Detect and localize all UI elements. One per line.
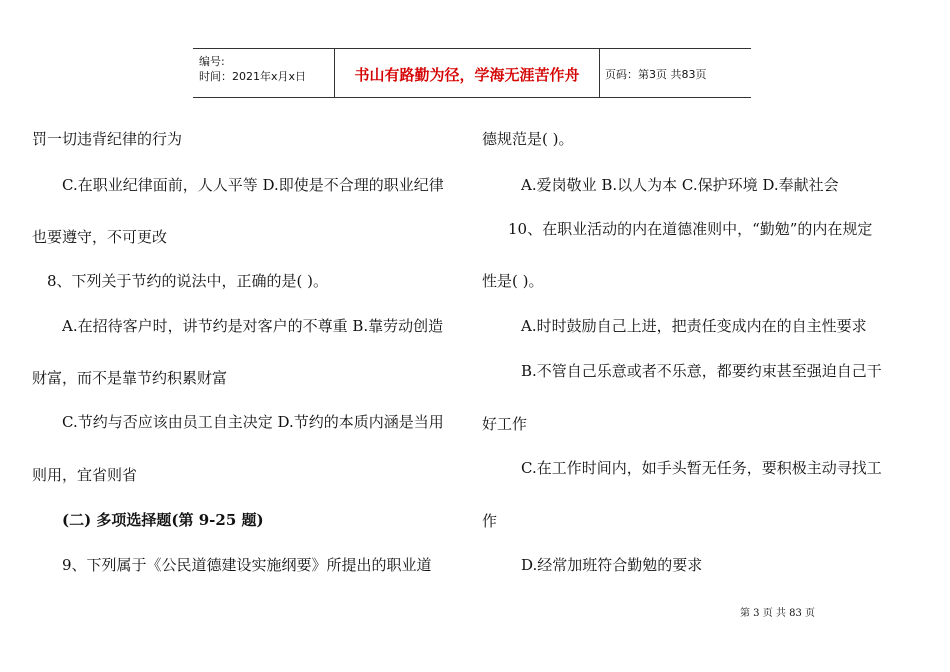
section-heading: (二) 多项选择题(第 9-25 题) (62, 511, 264, 529)
text-line: D.经常加班符合勤勉的要求 (521, 556, 703, 574)
question-9: 9、下列属于《公民道德建设实施纲要》所提出的职业道 (62, 556, 432, 574)
text-line: 作 (482, 512, 498, 530)
text-line: 财富，而不是靠节约积累财富 (32, 369, 228, 387)
text-line: C.节约与否应该由员工自主决定 D.节约的本质内涵是当用 (62, 413, 444, 431)
text-line: 也要遵守，不可更改 (32, 228, 168, 246)
text-line: 则用，宜省则省 (32, 466, 138, 484)
question-10: 10、在职业活动的内在道德准则中，“勤勉”的内在规定 (508, 220, 873, 238)
text-line: A.时时鼓励自己上进，把责任变成内在的自主性要求 (521, 317, 867, 335)
text-line: B.不管自己乐意或者不乐意，都要约束甚至强迫自己干 (521, 362, 882, 380)
text-line: C.在工作时间内，如手头暂无任务，要积极主动寻找工 (521, 459, 882, 477)
text-line: 罚一切违背纪律的行为 (32, 130, 183, 148)
question-8: 8、下列关于节约的说法中，正确的是( )。 (47, 272, 329, 290)
header-meta-cell (193, 49, 334, 97)
header-motto-cell (334, 49, 600, 97)
time-label: 时间：2021年x月x日 (199, 70, 307, 83)
text-line: A.爱岗敬业 B.以人为本 C.保护环境 D.奉献社会 (521, 176, 839, 194)
text-line: C.在职业纪律面前，人人平等 D.即使是不合理的职业纪律 (62, 176, 444, 194)
text-line: 性是( )。 (482, 272, 544, 290)
motto: 书山有路勤为径，学海无涯苦作舟 (354, 66, 580, 84)
text-line: 德规范是( )。 (482, 130, 574, 148)
page-footer: 第 3 页 共 83 页 (740, 608, 815, 619)
number-label: 编号: (199, 55, 225, 68)
text-line: A.在招待客户时，讲节约是对客户的不尊重 B.靠劳动创造 (62, 317, 444, 335)
page-code: 页码：第3页 共83页 (605, 68, 707, 81)
header-page-cell (599, 49, 751, 97)
text-line: 好工作 (482, 415, 528, 433)
page-header (193, 48, 751, 98)
